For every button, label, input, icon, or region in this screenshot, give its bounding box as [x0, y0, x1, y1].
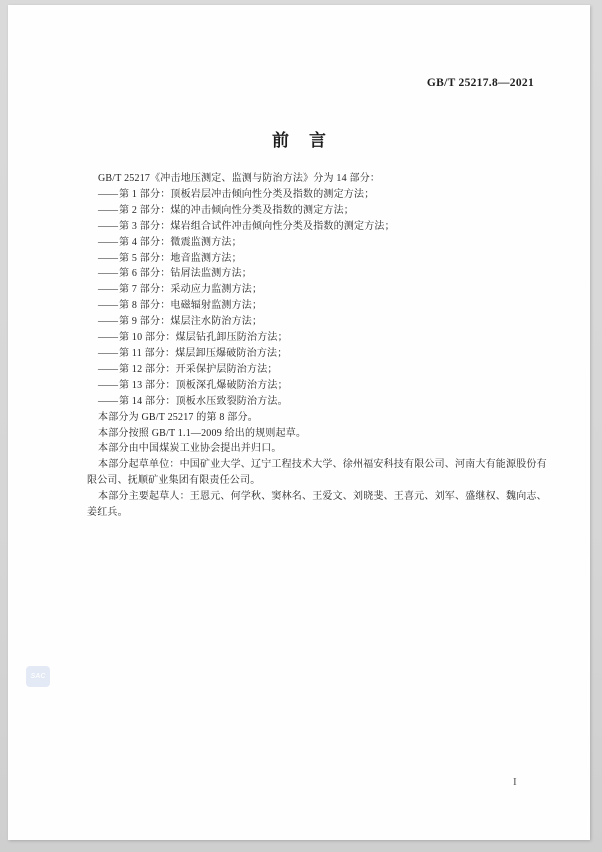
- part-item-text: 第 3 部分：煤岩组合试件冲击倾向性分类及指数的测定方法；: [119, 220, 395, 232]
- sac-watermark-logo: SAC: [26, 666, 50, 687]
- part-item-text: 第 5 部分：地音监测方法；: [119, 252, 242, 264]
- list-dash: ——: [98, 252, 118, 264]
- part-item-10: [87, 330, 547, 346]
- part-item-text: 第 10 部分：煤层钻孔卸压防治方法；: [119, 332, 288, 344]
- list-dash: ——: [98, 347, 118, 359]
- part-item-12: [87, 362, 547, 378]
- part-item-text: 第 8 部分：电磁辐射监测方法；: [119, 300, 263, 312]
- foreword-paragraph-association: 本部分由中国煤炭工业协会提出并归口。: [98, 443, 282, 455]
- list-dash: ——: [98, 220, 118, 232]
- part-item-6: [87, 266, 547, 282]
- part-item-14: [87, 394, 547, 410]
- list-dash: ——: [98, 204, 118, 216]
- part-item-text: 第 12 部分：开采保护层防治方法；: [119, 363, 278, 375]
- foreword-paragraph-part8: 本部分为 GB/T 25217 的第 8 部分。: [98, 411, 258, 423]
- title-char-1: 前: [272, 131, 289, 150]
- foreword-paragraph-drafters: 本部分主要起草人：王恩元、何学秋、窦林名、王爱文、刘晓斐、王喜元、刘军、盛继权、魏向志、姜红兵。: [87, 491, 547, 519]
- list-dash: ——: [98, 316, 118, 328]
- part-item-11: [87, 346, 547, 362]
- part-item-9: [87, 314, 547, 330]
- page-number: I: [513, 776, 517, 788]
- title-char-2: 言: [309, 131, 326, 150]
- part-item-1: [87, 187, 547, 203]
- part-item-4: [87, 235, 547, 251]
- part-item-text: 第 7 部分：采动应力监测方法；: [119, 284, 263, 296]
- foreword-paragraph-drafting-units: 本部分起草单位：中国矿业大学、辽宁工程技术大学、徐州福安科技有限公司、河南大有能源股份有限公司、抚顺矿业集团有限责任公司。: [87, 459, 547, 487]
- list-dash: ——: [98, 379, 118, 391]
- part-item-text: 第 4 部分：微震监测方法；: [119, 236, 242, 248]
- list-dash: ——: [98, 188, 118, 200]
- part-item-text: 第 6 部分：钻屑法监测方法；: [119, 268, 252, 280]
- list-dash: ——: [98, 268, 118, 280]
- part-item-3: [87, 219, 547, 235]
- list-dash: ——: [98, 395, 118, 407]
- part-item-text: 第 1 部分：顶板岩层冲击倾向性分类及指数的测定方法；: [119, 188, 375, 200]
- part-item-5: [87, 251, 547, 267]
- list-dash: ——: [98, 236, 118, 248]
- page-title: [8, 126, 590, 151]
- list-dash: ——: [98, 300, 118, 312]
- part-item-text: 第 13 部分：顶板深孔爆破防治方法；: [119, 379, 288, 391]
- part-item-text: 第 11 部分：煤层卸压爆破防治方法；: [119, 347, 288, 359]
- list-dash: ——: [98, 332, 118, 344]
- part-item-7: [87, 282, 547, 298]
- part-item-13: [87, 378, 547, 394]
- part-item-text: 第 2 部分：煤的冲击倾向性分类及指数的测定方法；: [119, 204, 354, 216]
- list-dash: ——: [98, 363, 118, 375]
- part-item-2: [87, 203, 547, 219]
- part-item-text: 第 14 部分：顶板水压致裂防治方法。: [119, 395, 288, 407]
- foreword-intro: GB/T 25217《冲击地压测定、监测与防治方法》分为 14 部分：: [98, 173, 381, 184]
- standard-code: GB/T 25217.8—2021: [426, 77, 534, 89]
- list-dash: ——: [98, 284, 118, 296]
- foreword-body: [87, 171, 547, 521]
- part-item-8: [87, 298, 547, 314]
- foreword-paragraph-rules: 本部分按照 GB/T 1.1—2009 给出的规则起草。: [98, 427, 307, 439]
- document-page: [8, 5, 590, 840]
- part-item-text: 第 9 部分：煤层注水防治方法；: [119, 316, 263, 328]
